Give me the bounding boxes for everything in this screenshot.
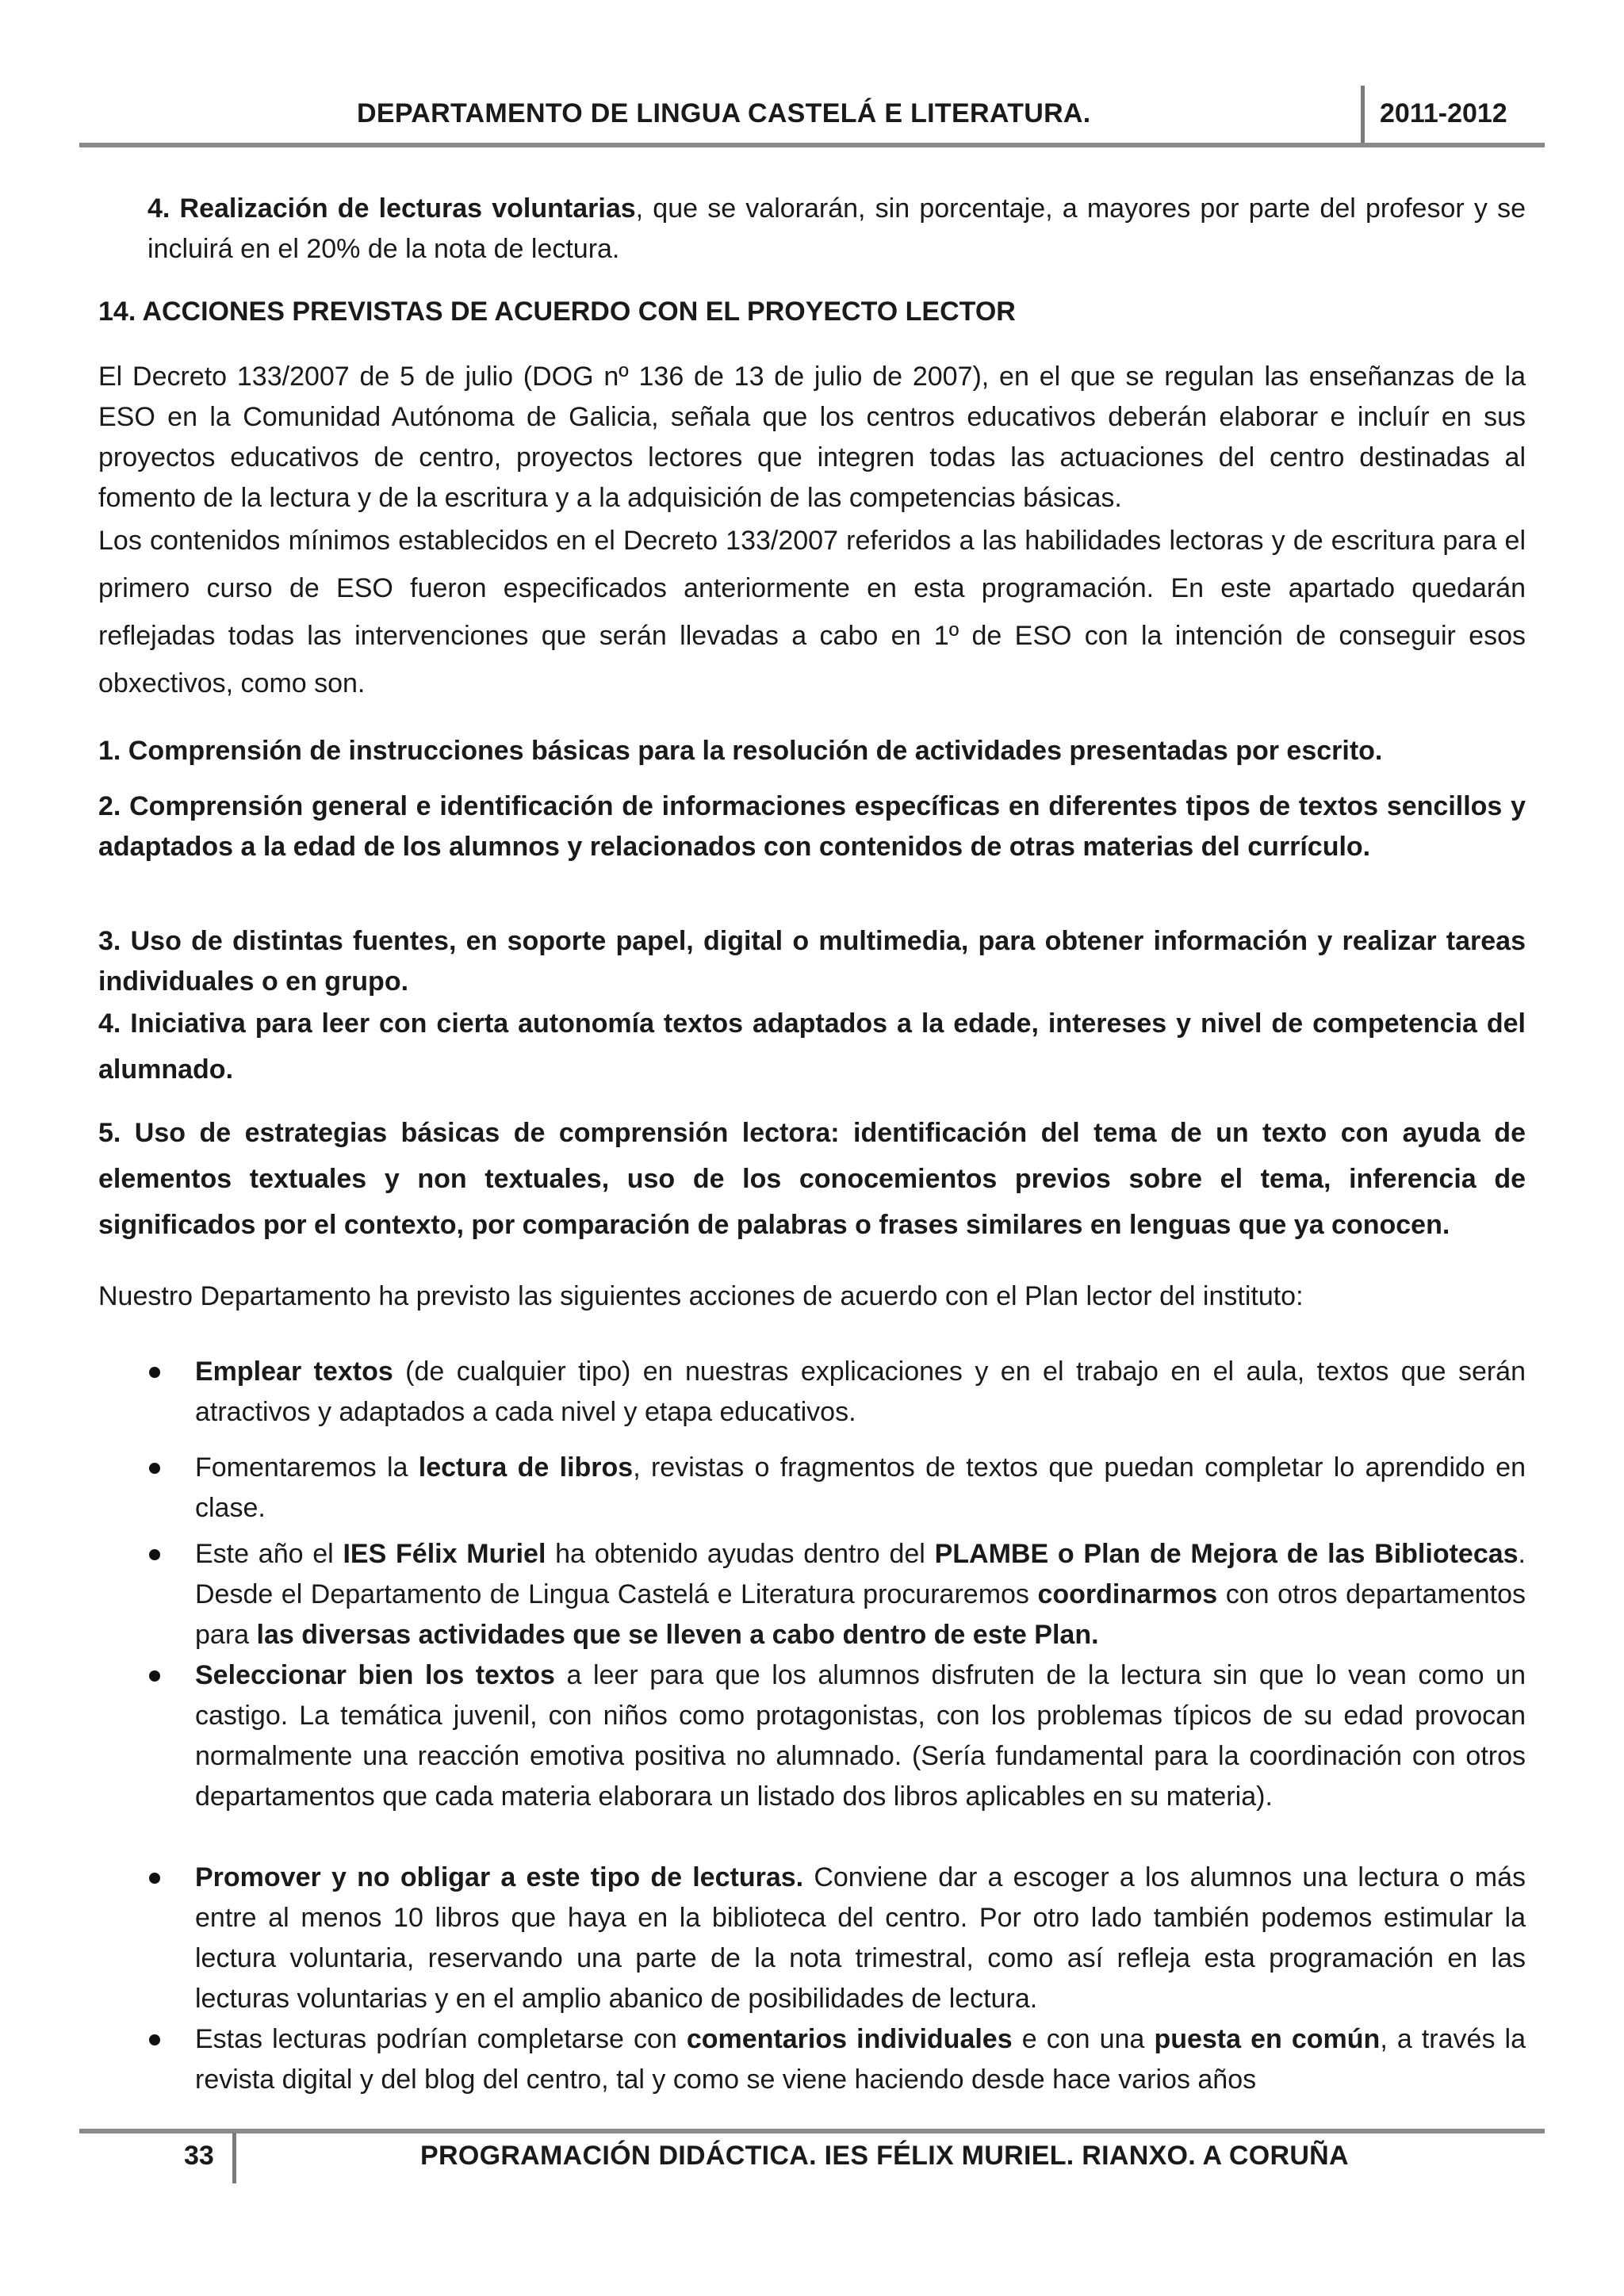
bullet-icon bbox=[149, 1463, 160, 1474]
objective-1: 1. Comprensión de instrucciones básicas para la resolución de actividades presentadas por escrito. bbox=[98, 736, 1383, 766]
action-item-seleccionar-textos: Seleccionar bien los textos a leer para que los alumnos disfruten de la lectura sin que lo vean como un castigo. La temática juvenil, con niños como protagonistas, con los problemas típicos de su edad provocan normalmente una reacción emotiva positiva no alumnado. (Sería fundamental para la coordinación con otros departamentos que cada materia elaborara un listado dos libros aplicables en su materia). bbox=[195, 1655, 1526, 1817]
action-item-lectura-libros: Fomentaremos la lectura de libros, revistas o fragmentos de textos que puedan completar lo aprendido en clase. bbox=[195, 1448, 1526, 1529]
footer-title: PROGRAMACIÓN DIDÁCTICA. IES FÉLIX MURIEL. RIANXO. A CORUÑA bbox=[420, 2141, 1349, 2171]
action-item-promover-lecturas: Promover y no obligar a este tipo de lecturas. Conviene dar a escoger a los alumnos una lectura o más entre al menos 10 libros que haya en la biblioteca del centro. Por otro lado también podemos estimular la lectura voluntaria, reservando una parte de la nota trimestral, como así refleja esta programación en las lecturas voluntarias y en el amplio abanico de posibilidades de lectura. bbox=[195, 1858, 1526, 2019]
action-item-comentarios: Estas lecturas podrían completarse con comentarios individuales e con una puesta en común, a través la revista digital y del blog del centro, tal y como se viene haciendo desde hace varios años bbox=[195, 2019, 1526, 2100]
actions-intro: Nuestro Departamento ha previsto las siguientes acciones de acuerdo con el Plan lector del instituto: bbox=[98, 1281, 1304, 1311]
bullet-icon bbox=[149, 1670, 160, 1682]
section-heading: 14. ACCIONES PREVISTAS DE ACUERDO CON EL PROYECTO LECTOR bbox=[98, 297, 1016, 327]
bullet-icon bbox=[149, 1367, 160, 1378]
bullet-icon bbox=[149, 1549, 160, 1560]
header-separator bbox=[1361, 86, 1365, 143]
bullet-icon bbox=[149, 1873, 160, 1884]
intro-paragraph-minimum-contents: Los contenidos mínimos establecidos en el Decreto 133/2007 referidos a las habilidades lectoras y de escritura para el primero curso de ESO fueron especificados anteriormente en esta programación. En este apartado quedarán reflejadas todas las intervenciones que serán llevadas a cabo en 1º de ESO con la intención de conseguir esos obxectivos, como son. bbox=[98, 526, 1526, 698]
voluntary-readings-label: 4. Realización de lecturas voluntarias bbox=[147, 193, 636, 224]
voluntary-readings-text: , que se valorarán, sin porcentaje, a mayores por parte del profesor y se incluirá en el 20% de la nota de lectura. bbox=[147, 193, 1526, 264]
header-title: DEPARTAMENTO DE LINGUA CASTELÁ E LITERATURA. bbox=[357, 98, 1091, 128]
footer-rule bbox=[79, 2129, 1545, 2133]
bullet-icon bbox=[149, 2034, 160, 2045]
objective-2: 2. Comprensión general e identificación de informaciones específicas en diferentes tipos de textos sencillos y adaptados a la edad de los alumnos y relacionados con contenidos de otras materias del currículo. bbox=[98, 791, 1526, 862]
intro-paragraph-decree: El Decreto 133/2007 de 5 de julio (DOG nº 136 de 13 de julio de 2007), en el que se regulan las enseñanzas de la ESO en la Comunidad Autónoma de Galicia, señala que los centros educativos deberán elaborar e incluír en sus proyectos educativos de centro, proyectos lectores que integren todas las actuaciones del centro destinadas al fomento de la lectura y de la escritura y a la adquisición de las competencias básicas. bbox=[98, 362, 1526, 513]
voluntary-readings-paragraph bbox=[147, 189, 1526, 270]
page-number: 33 bbox=[184, 2141, 214, 2171]
header-rule bbox=[79, 143, 1545, 147]
objective-3: 3. Uso de distintas fuentes, en soporte papel, digital o multimedia, para obtener información y realizar tareas individuales o en grupo. bbox=[98, 926, 1526, 997]
action-item-emplear-textos: Emplear textos (de cualquier tipo) en nuestras explicaciones y en el trabajo en el aula, textos que serán atractivos y adaptados a cada nivel y etapa educativos. bbox=[195, 1352, 1526, 1433]
footer-separator bbox=[232, 2133, 236, 2183]
action-item-plambe: Este año el IES Félix Muriel ha obtenido ayudas dentro del PLAMBE o Plan de Mejora de las Bibliotecas. Desde el Departamento de Lingua Castelá e Literatura procuraremos coordinarmos con otros departamentos para las diversas actividades que se lleven a cabo dentro de este Plan. bbox=[195, 1534, 1526, 1655]
objective-5: 5. Uso de estrategias básicas de comprensión lectora: identificación del tema de un texto con ayuda de elementos textuales y non textuales, uso de los conocemientos previos sobre el tema, inferencia de significados por el contexto, por comparación de palabras o frases similares en lenguas que ya conocen. bbox=[98, 1118, 1526, 1240]
objective-4: 4. Iniciativa para leer con cierta autonomía textos adaptados a la edade, intereses y nivel de competencia del alumnado. bbox=[98, 1008, 1526, 1085]
header-year: 2011-2012 bbox=[1380, 98, 1507, 128]
